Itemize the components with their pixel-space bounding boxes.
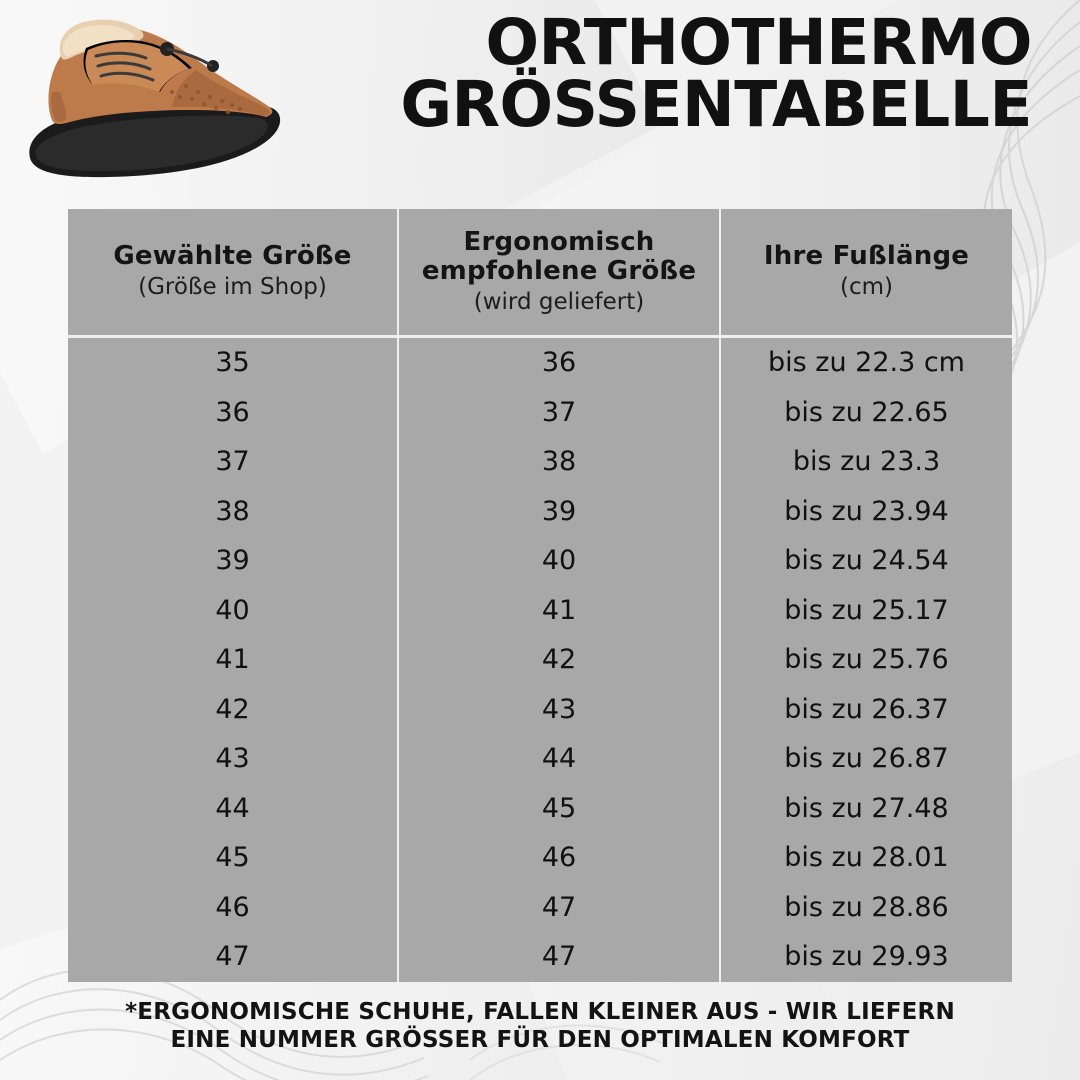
cell-foot-length: bis zu 26.87: [720, 734, 1012, 784]
cell-foot-length: bis zu 26.37: [720, 685, 1012, 735]
cell-recommended-size: 37: [398, 388, 720, 438]
column-header-foot-length-sub: (cm): [840, 274, 893, 301]
title-line-1: ORTHOTHERMO: [485, 6, 1032, 79]
cell-recommended-size: 39: [398, 487, 720, 537]
column-header-recommended-size-main: Ergonomisch empfohlene Größe: [421, 226, 697, 287]
footer-note-line-1: *ERGONOMISCHE SCHUHE, FALLEN KLEINER AUS - WIR LIEFERN: [125, 998, 955, 1025]
table-row: [68, 734, 1012, 784]
cell-recommended-size: 42: [398, 635, 720, 685]
table-row: [68, 487, 1012, 537]
table-row: [68, 586, 1012, 636]
cell-recommended-size: 43: [398, 685, 720, 735]
size-table: [68, 209, 1012, 982]
cell-chosen-size: 36: [68, 388, 398, 438]
cell-chosen-size: 45: [68, 833, 398, 883]
column-header-chosen-size-sub: (Größe im Shop): [138, 274, 327, 301]
cell-chosen-size: 35: [68, 337, 398, 388]
cell-chosen-size: 41: [68, 635, 398, 685]
cell-recommended-size: 41: [398, 586, 720, 636]
table-row: [68, 388, 1012, 438]
cell-foot-length: bis zu 28.86: [720, 883, 1012, 933]
footer-note-line-2: EINE NUMMER GRÖSSER FÜR DEN OPTIMALEN KOMFORT: [170, 1026, 910, 1053]
cell-recommended-size: 36: [398, 337, 720, 388]
table-row: [68, 784, 1012, 834]
cell-foot-length: bis zu 23.3: [720, 437, 1012, 487]
table-header: [68, 209, 1012, 337]
cell-recommended-size: 38: [398, 437, 720, 487]
column-header-recommended-size: [398, 209, 720, 337]
cell-foot-length: bis zu 27.48: [720, 784, 1012, 834]
table-row: [68, 833, 1012, 883]
column-header-foot-length-main: Ihre Fußlänge: [763, 241, 970, 272]
cell-chosen-size: 37: [68, 437, 398, 487]
table-row: [68, 635, 1012, 685]
cell-chosen-size: 43: [68, 734, 398, 784]
header: [0, 0, 1080, 196]
cell-foot-length: bis zu 22.3 cm: [720, 337, 1012, 388]
column-header-chosen-size: [68, 209, 398, 337]
cell-foot-length: bis zu 28.01: [720, 833, 1012, 883]
table-header-row: [68, 209, 1012, 337]
table-body: [68, 337, 1012, 982]
cell-foot-length: bis zu 24.54: [720, 536, 1012, 586]
table-row: [68, 437, 1012, 487]
cell-foot-length: bis zu 25.76: [720, 635, 1012, 685]
cell-foot-length: bis zu 22.65: [720, 388, 1012, 438]
title-line-2: GRÖSSENTABELLE: [400, 67, 1032, 141]
cell-chosen-size: 46: [68, 883, 398, 933]
cell-chosen-size: 42: [68, 685, 398, 735]
shoe-illustration: [0, 0, 290, 190]
cell-chosen-size: 47: [68, 932, 398, 982]
column-header-foot-length: [720, 209, 1012, 337]
table-row: [68, 883, 1012, 933]
cell-recommended-size: 47: [398, 932, 720, 982]
page-title: [290, 0, 1080, 141]
table-row: [68, 685, 1012, 735]
table-row: [68, 932, 1012, 982]
footer-note: [0, 998, 1080, 1054]
cell-recommended-size: 40: [398, 536, 720, 586]
column-header-recommended-size-sub: (wird geliefert): [473, 288, 645, 315]
cell-foot-length: bis zu 23.94: [720, 487, 1012, 537]
cell-foot-length: bis zu 25.17: [720, 586, 1012, 636]
cell-chosen-size: 39: [68, 536, 398, 586]
table-row: [68, 536, 1012, 586]
cell-foot-length: bis zu 29.93: [720, 932, 1012, 982]
cell-recommended-size: 45: [398, 784, 720, 834]
column-header-chosen-size-main: Gewählte Größe: [113, 241, 352, 272]
cell-chosen-size: 38: [68, 487, 398, 537]
cell-recommended-size: 44: [398, 734, 720, 784]
cell-chosen-size: 44: [68, 784, 398, 834]
table-row: [68, 337, 1012, 388]
product-image: [0, 0, 290, 190]
cell-recommended-size: 47: [398, 883, 720, 933]
cell-recommended-size: 46: [398, 833, 720, 883]
cell-chosen-size: 40: [68, 586, 398, 636]
